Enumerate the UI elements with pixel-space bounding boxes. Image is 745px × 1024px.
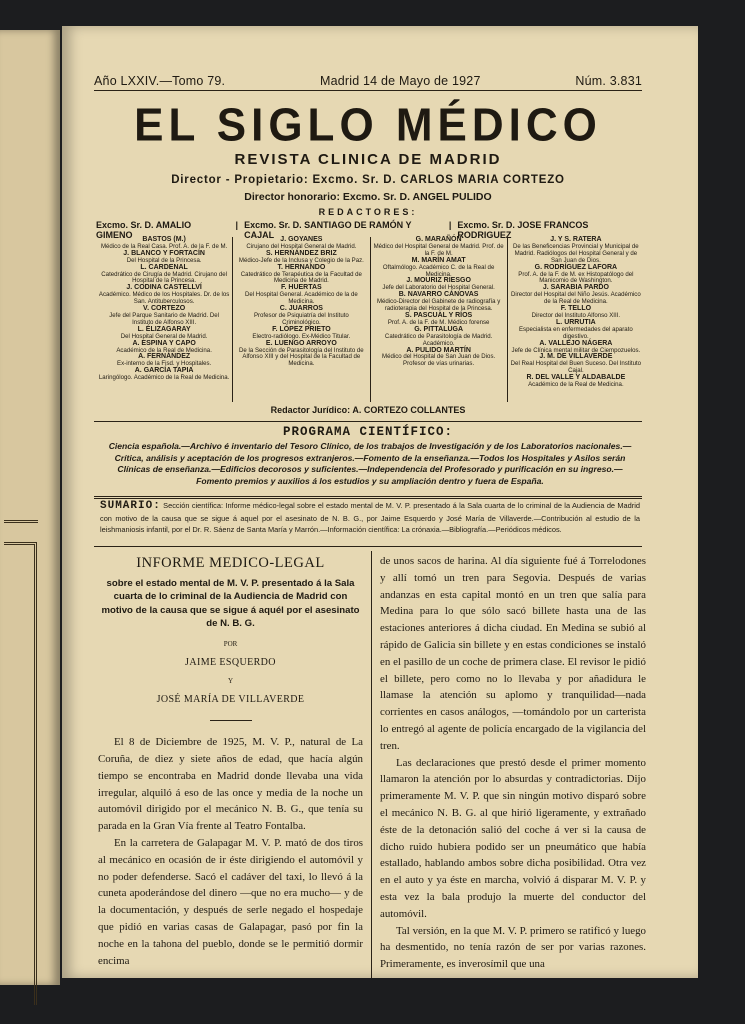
editors-heading: REDACTORES:	[318, 207, 418, 217]
staff-name: C. JUARROS	[279, 305, 323, 313]
article-paragraph: En la carretera de Galapagar M. V. P. mató de dos tiros al mecánico en ocasión de ir éste dirigiendo el automóvil y no poder defenderse. Sacó el cadáver del taxi, lo llevó á la cuneta apoderándose del dinero —que no era mucho— y de la documentación, y después de serle negado el hospedaje que pidió en varias casas de Galapagar, pasó por fin la noche en la tahona del pueblo, donde se le permitió dormir encima	[98, 836, 363, 967]
staff-column	[508, 237, 644, 402]
staff-name: BASTOS (M.)	[142, 236, 186, 243]
staff-columns	[96, 237, 644, 402]
staff-title: Prof. A. de la F. de M. ex Histopatólogo del Manicomio de Washington.	[518, 270, 634, 285]
staff-name: M. MARÍN AMAT	[411, 256, 466, 264]
staff-name: J. SARABIA PARDO	[542, 284, 609, 292]
staff-title: Laringólogo. Académico de la Real de Medicina.	[98, 374, 230, 382]
staff-name: F. LÓPEZ PRIETO	[272, 325, 331, 333]
staff-name: G. MARAÑÓN	[415, 236, 462, 243]
author-villaverde: JOSÉ MARÍA DE VILLAVERDE	[156, 694, 305, 706]
staff-name: S. HERNÁNDEZ BRIZ	[265, 249, 337, 257]
staff-name: R. DEL VALLE Y ALDABALDE	[526, 374, 626, 382]
staff-title: Catedrático de Cirugía de Madrid. Cirujano del Hospital de la Princesa.	[101, 270, 227, 285]
staff-title: Médico de la Real Casa. Prof. A. de la F. de M.	[100, 242, 228, 250]
section-rule	[94, 421, 642, 422]
summary-text: Sección científica: Informe médico-legal sobre el estado mental de M. V. P. presentado á la Sala cuarta de lo criminal de la Audiencia de Madrid con motivo de la causa que se sigue á aquel por el asesinato de N. B. G., por Jaime Esquerdo y José María de Villaverde.—Contribución al estudio de la leishmaniosis infantil, por el Dr. R. Sáenz de Santa María y Marrón.—Información científica: La crónaxia.—Bibliografía.—Periódicos médicos.	[100, 501, 640, 534]
title-separator	[210, 720, 252, 721]
staff-name: J. BLANCO Y FORTACÍN	[123, 249, 205, 257]
staff-title: Del Hospital de la Princesa.	[126, 256, 202, 264]
staff-name: L. CARDENAL	[140, 263, 188, 271]
staff-name: J. MOURIZ RIESGO	[406, 277, 471, 285]
staff-name: B. NAVARRO CÁNOVAS	[398, 291, 479, 299]
staff-name: J. Y S. RATERA	[550, 236, 602, 243]
summary	[100, 500, 640, 536]
staff-title: Catedrático de Terapéutica de la Facultad de Medicina de Madrid.	[240, 270, 362, 285]
section-rule	[94, 546, 642, 547]
staff-title: Cirujano del Hospital General de Madrid.	[246, 242, 357, 250]
staff-name: A. GARCÍA TAPIA	[134, 367, 194, 375]
staff-title: Catedrático de Parasitología de Madrid. Académico.	[384, 332, 493, 347]
staff-name: A. PULIDO MARTÍN	[406, 346, 471, 354]
staff-title: De la Sección de Parasitología del Instituto de Alfonso XIII y del Hospital de la Facultad de Medicina.	[239, 346, 364, 368]
staff-name: A. VALLEJO NÁGERA	[539, 339, 613, 347]
editor-francos: Excmo. Sr. D. JOSE FRANCOS RODRIGUEZ	[457, 220, 589, 240]
staff-title: Médico-Jefe de la Inclusa y Colegio de la Paz.	[238, 256, 364, 264]
staff-name: J. GOYANES	[280, 236, 323, 243]
program-text: Ciencia española.—Archivo é inventario del Tesoro Clínico, de los trabajos de Investigación y de los Laboratorios nacionales.—Crítica, análisis y aceptación de los progresos extranjeros.—Fomento de la enseñanza.—Todos los Hospitales y Asilos serán Clínicas de enseñanza.—Edificios decorosos y suficientes.—Independencia del Profesorado y purificación en su ingreso.—Fomento premios y auxilios á los estudios y su ampliación dentro y fuera de España.	[108, 441, 632, 487]
article-right-column	[380, 553, 646, 973]
staff-name: J. CODINA CASTELLVÍ	[126, 284, 202, 292]
staff-name: A. FERNÁNDEZ	[138, 353, 191, 361]
staff-title: De las Beneficencias Provincial y Municipal de Madrid. Radiólogos del Hospital General y de San Juan de Dios.	[513, 242, 639, 264]
issue-number: Núm. 3.831	[575, 74, 642, 88]
editor-separator: |	[448, 220, 452, 230]
staff-title: Médico del Hospital General de Madrid. Prof. de la F. de M.	[373, 242, 504, 257]
article-paragraph: El 8 de Diciembre de 1925, M. V. P., natural de La Coruña, de diez y siete años de edad, que hacía algún tiempo se encontraba en Madrid donde llevaba una vida irregular, alquiló á eso de las once y media de la noche un automóvil dirigido por el mecánico N. B. G., que tenía su parada en la Gran Vía frente al Teatro Fontalba.	[98, 736, 363, 833]
staff-name: F. HUERTAS	[281, 284, 322, 292]
staff-name: T. HERNANDO	[277, 263, 326, 271]
article-left-column	[98, 553, 363, 969]
staff-name: G. PITTALUGA	[414, 325, 464, 333]
article-paragraph: de unos sacos de harina. Al día siguiente fué á Torrelodones y allí tomó un tren para Segovia. Después de varias andanzas en esta capital montó en un tren que salía para Medina para lo que sólo sacó billete hasta una de las estaciones anteriores á dicha ciudad. En Medina se subió al rápido de Galicia sin billete y en estas condiciones se instaló en el pasillo de un coche de primera clase. El revisor le pidió el billete, pero como no lo llevaba y por añadidura le llamase la atención su aplomo y tranquilidad—nada corrientes en casos análogos, —tomándolo por un carterista lo entregó al agente de policía encargado de la vigilancia del tren.	[380, 555, 646, 752]
staff-title: Profesor de Psiquiatría del Instituto Criminológico.	[253, 311, 349, 326]
staff-name: E. LUENGO ARROYO	[265, 339, 337, 347]
staff-title: Académico. Médico de los Hospitales. Dr. de los San. Antituberculosos.	[98, 291, 230, 306]
newspaper-page	[62, 26, 698, 978]
article-paragraph: Tal versión, en la que M. V. P. primero se ratificó y luego ha desmentido, no tenía razón de ser por varias razones. Primeramente, es inverosímil que una	[380, 924, 646, 971]
honorary-director-line: Director honorario: Excmo. Sr. D. ANGEL PULIDO	[244, 191, 492, 203]
header-rule	[94, 90, 642, 91]
staff-title: Del Hospital General. Académico de la de Medicina.	[244, 291, 358, 306]
editor-separator: |	[235, 220, 239, 230]
staff-name: J. M. DE VILLAVERDE	[539, 353, 613, 361]
article-paragraph: Las declaraciones que prestó desde el primer momento llamaron la atención por lo absurdas y contradictorias. Dijo primeramente M. V. P. que sin ningún motivo disparó sobre el mecánico N. B. G. al que hirió ligeramente, y extrañado éste de la detonación salió del coche á ver si la causa de dicho ruido hubiera podido ser un pneumático que había estallado, hablando ambos sobre dicha posibilidad. Otra vez en el auto y ya éste en marcha, volvió á disparar M. V. P. y esta vez la bala produjo la muerte del conductor del automóvil.	[380, 756, 646, 920]
staff-title: Médico del Hospital de San Juan de Dios. Profesor de vías urinarias.	[382, 353, 496, 368]
staff-title: Jefe de Clínica mental militar de Ciempozuelos.	[511, 346, 641, 354]
program-heading: PROGRAMA CIENTÍFICO:	[282, 425, 454, 439]
staff-title: Del Hospital General de Madrid.	[120, 332, 208, 340]
staff-name: A. ESPINA Y CAPO	[132, 339, 196, 347]
staff-column	[371, 237, 508, 402]
article-subtitle: sobre el estado mental de M. V. P. presentado á la Sala cuarta de lo criminal de la Audiencia de Madrid con motivo de la causa que se sigue á aquél por el asesinato de N. B. G.	[101, 578, 360, 629]
article-title: INFORME MEDICO-LEGAL	[136, 555, 325, 571]
director-line: Director - Propietario: Excmo. Sr. D. CARLOS MARIA CORTEZO	[171, 174, 565, 186]
staff-title: Jefe del Parque Sanitario de Madrid. Del Instituto de Alfonso XIII.	[109, 311, 219, 326]
column-divider	[371, 551, 372, 978]
masthead-subtitle: REVISTA CLINICA DE MADRID	[234, 151, 502, 168]
left-page-border	[4, 542, 37, 1005]
editor-cajal: Excmo. Sr. D. SANTIAGO DE RAMÓN Y CAJAL	[244, 220, 412, 240]
left-page-ornament	[4, 520, 38, 531]
staff-title: Especialista en enfermedades del aparato digestivo.	[518, 325, 633, 340]
masthead-title: EL SIGLO MÉDICO	[134, 99, 602, 152]
staff-title: Prof. A. de la F. de M. Médico forense	[387, 318, 490, 326]
staff-title: Médico-Director del Gabinete de radiografía y radioterapia del Hospital de la Princesa.	[376, 298, 501, 313]
staff-name: L. URRUTIA	[556, 318, 596, 326]
staff-title: Jefe del Laboratorio del Hospital General.	[382, 284, 495, 292]
byline-por: POR	[223, 640, 238, 649]
staff-name: G. RODRÍGUEZ LAFORA	[534, 263, 618, 271]
editor-gimeno: Excmo. Sr. D. AMALIO GIMENO	[96, 220, 192, 240]
staff-title: Director del Hospital del Niño Jesús. Académico de la Real de Medicina.	[511, 291, 641, 306]
author-esquerdo: JAIME ESQUERDO	[185, 657, 276, 669]
legal-editor: Redactor Jurídico: A. CORTEZO COLLANTES	[270, 405, 466, 415]
staff-title: Académico de la Real de Medicina.	[528, 381, 624, 389]
staff-name: S. PASCUAL Y RÍOS	[405, 311, 473, 319]
section-rule	[94, 496, 642, 499]
staff-column	[233, 237, 370, 402]
staff-name: F. TELLO	[560, 305, 592, 313]
byline-y: Y	[227, 677, 234, 686]
staff-name: L. ÉLIZAGARAY	[137, 325, 191, 333]
volume-info: Año LXXIV.—Tomo 79.	[94, 74, 226, 88]
staff-title: Oftalmólogo. Académico C. de la Real de Medicina.	[382, 263, 495, 278]
issue-header	[94, 74, 642, 88]
staff-title: Electro-radiólogo. Ex-Médico Titular.	[252, 332, 351, 340]
staff-title: Director del Instituto Alfonso XIII.	[531, 311, 621, 319]
issue-date: Madrid 14 de Mayo de 1927	[319, 74, 481, 88]
staff-title: Del Real Hospital del Buen Suceso. Del Instituto Cajal.	[510, 360, 642, 375]
staff-title: Ex-interno de la Fisd. y Hospitales.	[117, 360, 212, 368]
staff-name: V. CORTEZO	[143, 305, 186, 313]
left-facing-page	[0, 30, 60, 985]
staff-column	[96, 237, 233, 402]
summary-heading: SUMARIO:	[100, 500, 161, 512]
staff-title: Académico de la Real de Medicina.	[116, 346, 212, 354]
